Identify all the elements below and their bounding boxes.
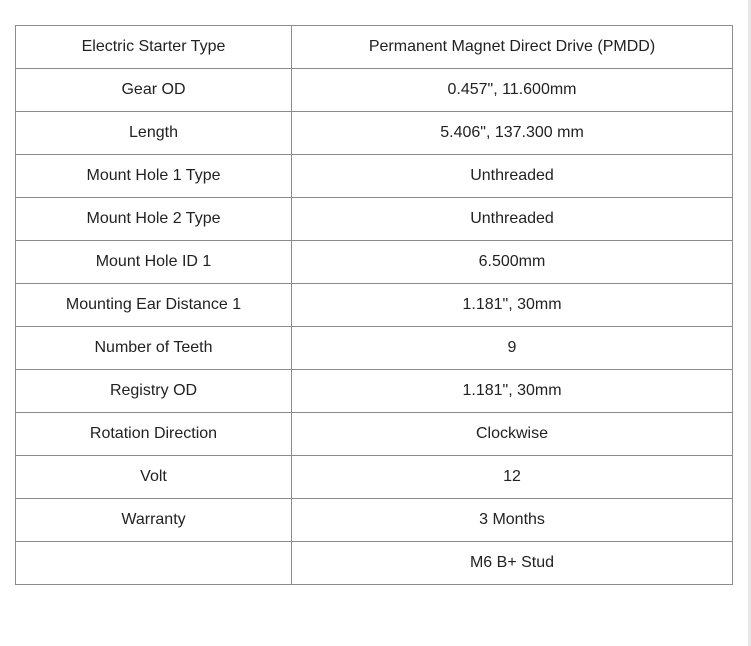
spec-label-cell: Volt [16, 456, 292, 499]
spec-label-cell: Number of Teeth [16, 327, 292, 370]
table-row [16, 198, 733, 241]
spec-value-cell: Unthreaded [292, 198, 733, 241]
spec-value-cell: 3 Months [292, 499, 733, 542]
spec-label-cell: Electric Starter Type [16, 26, 292, 69]
spec-label-cell: Length [16, 112, 292, 155]
spec-label-cell: Rotation Direction [16, 413, 292, 456]
table-row [16, 155, 733, 198]
spec-value-cell: 1.181", 30mm [292, 284, 733, 327]
spec-label-cell: Mounting Ear Distance 1 [16, 284, 292, 327]
table-row [16, 284, 733, 327]
table-row [16, 542, 733, 585]
table-row [16, 456, 733, 499]
table-row [16, 69, 733, 112]
spec-label-cell: Mount Hole ID 1 [16, 241, 292, 284]
table-row [16, 241, 733, 284]
spec-label-cell: Mount Hole 1 Type [16, 155, 292, 198]
spec-value-cell: Permanent Magnet Direct Drive (PMDD) [292, 26, 733, 69]
table-row [16, 499, 733, 542]
spec-value-cell: Clockwise [292, 413, 733, 456]
spec-value-cell: Unthreaded [292, 155, 733, 198]
spec-label-cell [16, 542, 292, 585]
table-row [16, 370, 733, 413]
spec-value-cell: 6.500mm [292, 241, 733, 284]
spec-value-cell: 12 [292, 456, 733, 499]
table-row [16, 413, 733, 456]
table-row [16, 112, 733, 155]
spec-label-cell: Gear OD [16, 69, 292, 112]
table-row [16, 26, 733, 69]
spec-value-cell: 5.406", 137.300 mm [292, 112, 733, 155]
spec-value-cell: M6 B+ Stud [292, 542, 733, 585]
spec-value-cell: 9 [292, 327, 733, 370]
spec-value-cell: 0.457", 11.600mm [292, 69, 733, 112]
table-row [16, 327, 733, 370]
spec-label-cell: Registry OD [16, 370, 292, 413]
spec-label-cell: Mount Hole 2 Type [16, 198, 292, 241]
spec-value-cell: 1.181", 30mm [292, 370, 733, 413]
spec-table [15, 25, 733, 585]
spec-label-cell: Warranty [16, 499, 292, 542]
